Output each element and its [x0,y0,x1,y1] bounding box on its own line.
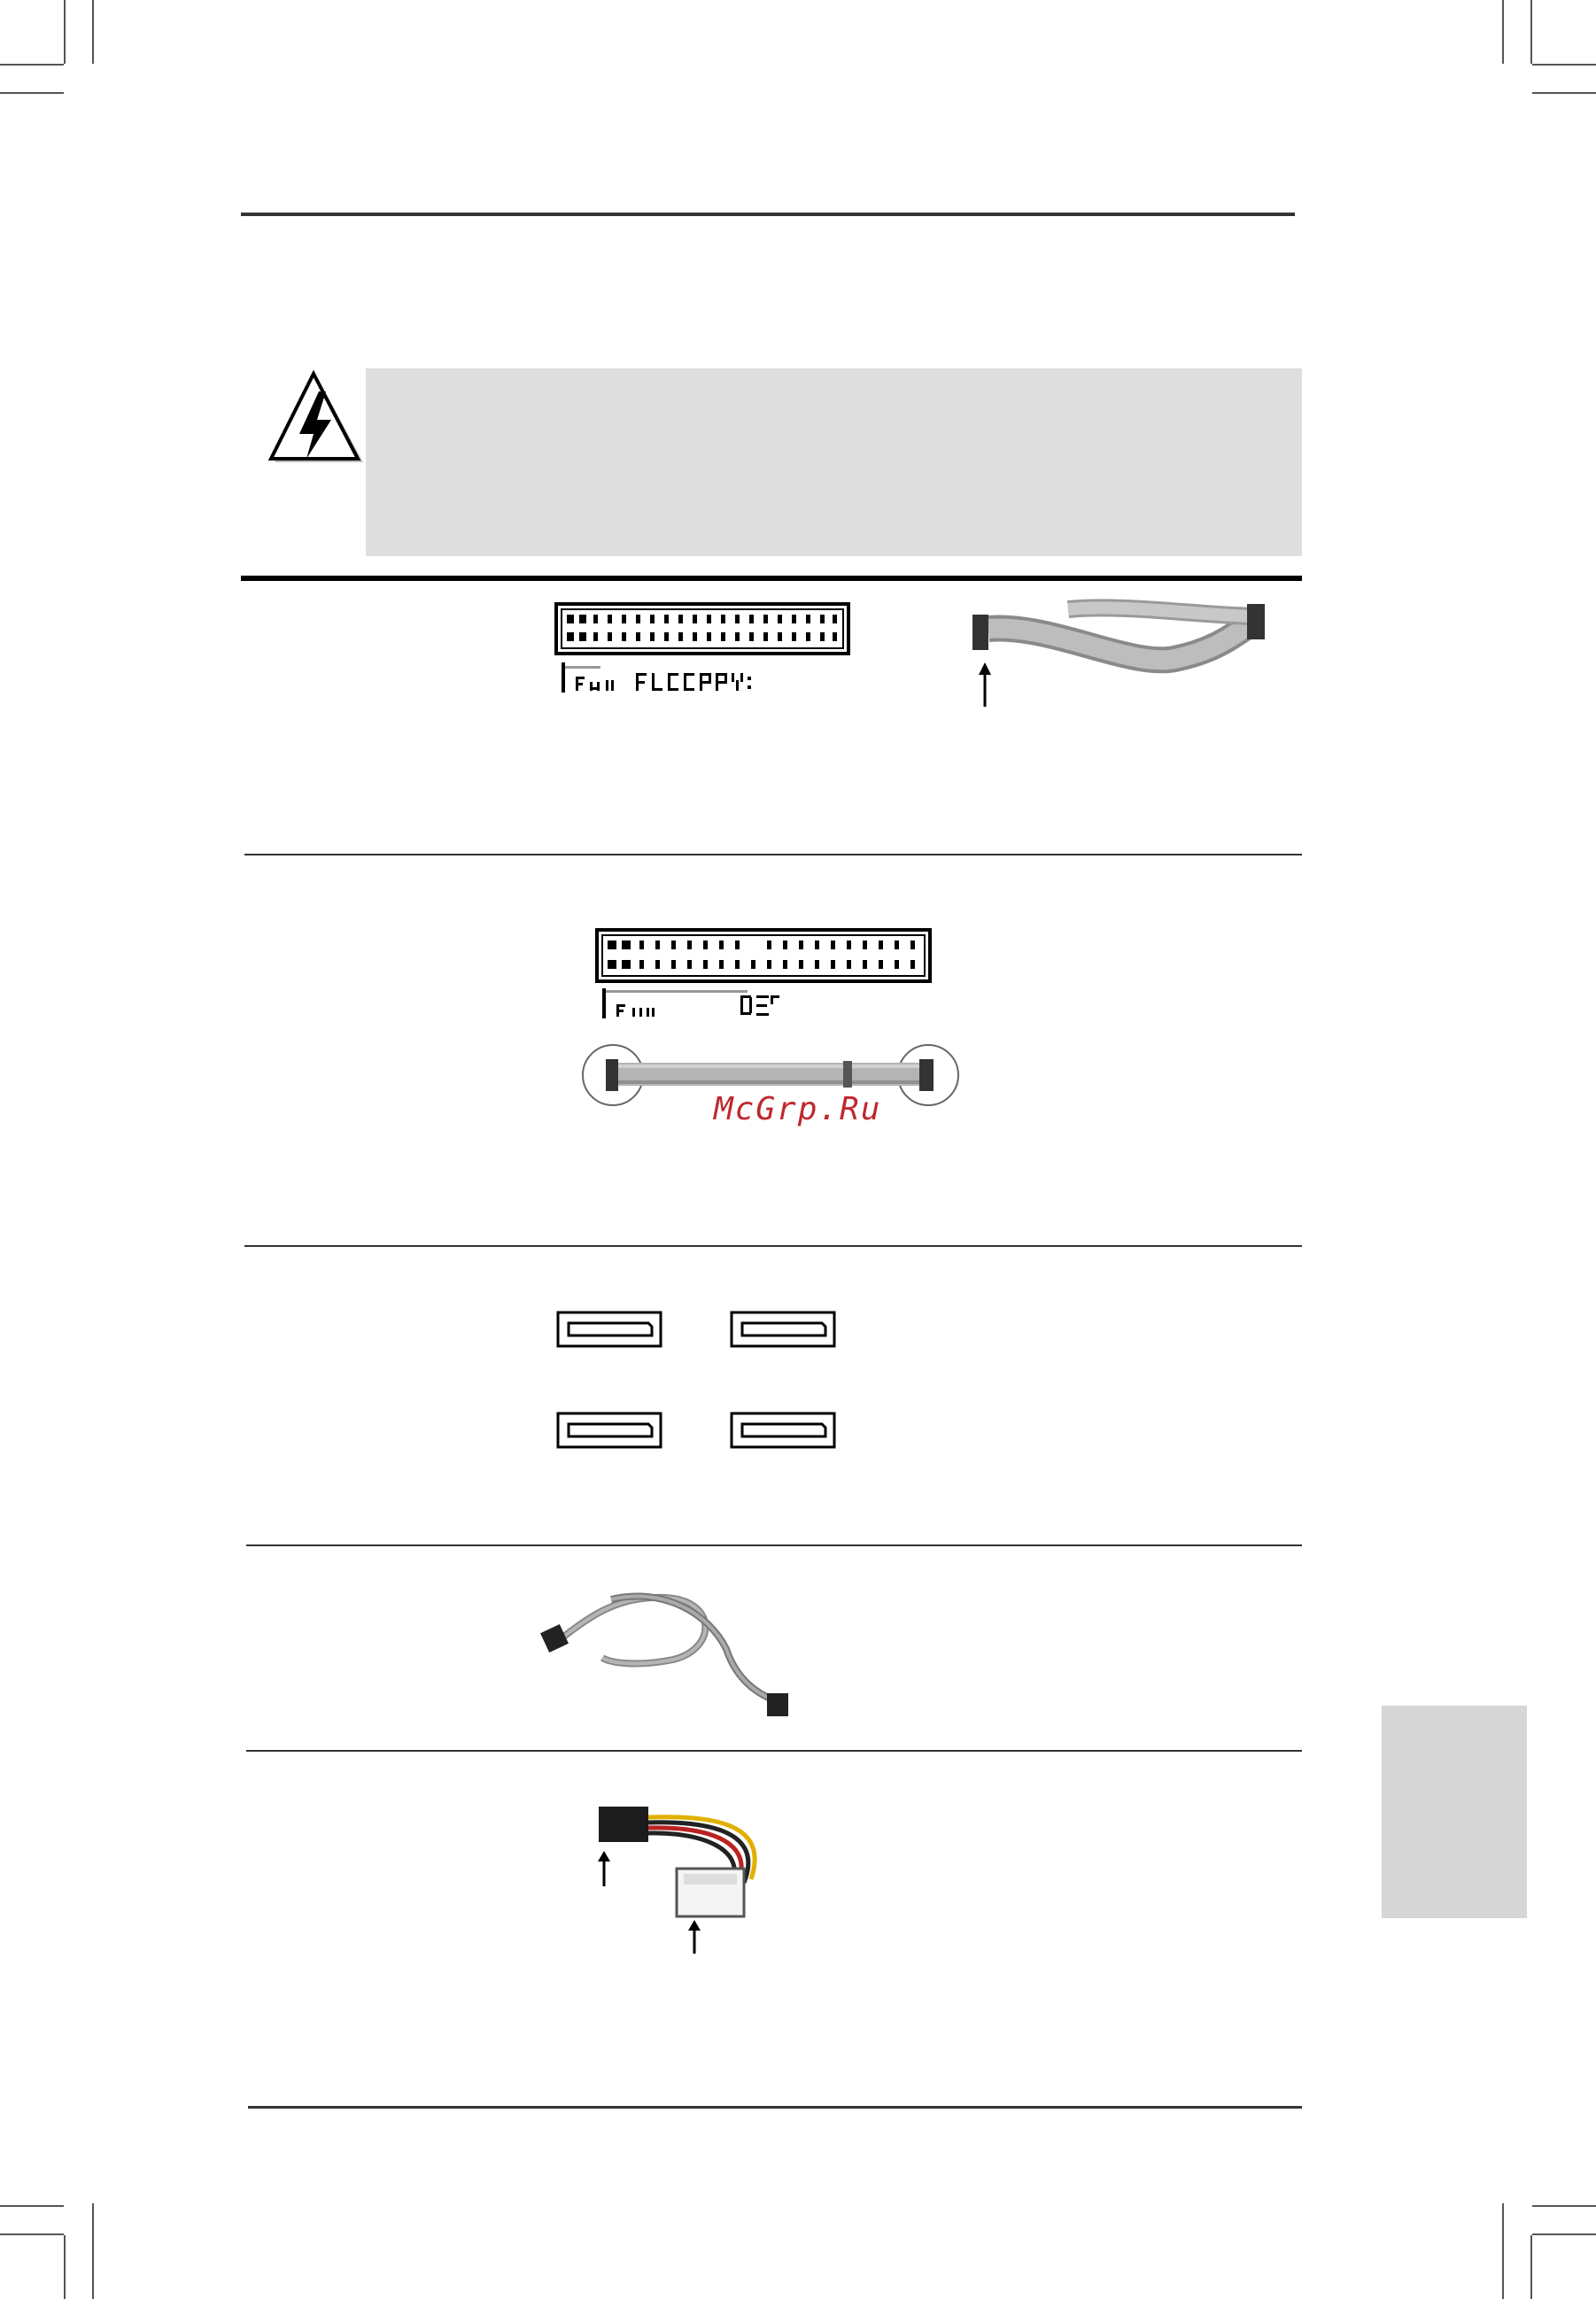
section-rule [246,1750,1302,1752]
arrow-up-icon [976,662,994,708]
section-rule [244,854,1302,855]
floppy-connector-diagram [554,602,850,696]
warning-icon [267,370,367,469]
warning-box [366,368,1302,556]
floppy-cable-photo [971,597,1268,707]
sata-data-cable-photo [540,1578,806,1718]
section-rule [244,1245,1302,1247]
side-tab [1382,1706,1527,1918]
ide-connector-diagram [595,928,932,1022]
footer-rule [248,2106,1302,2109]
sata-connector-diagram [556,1311,840,1452]
header-rule [241,213,1295,216]
arrow-up-icon [686,1920,703,1954]
section-rule [246,1544,1302,1546]
arrow-up-icon [595,1851,613,1886]
watermark: McGrp.Ru [714,1091,882,1127]
sata-power-cable-photo [593,1794,778,1927]
section-rule [241,576,1302,581]
